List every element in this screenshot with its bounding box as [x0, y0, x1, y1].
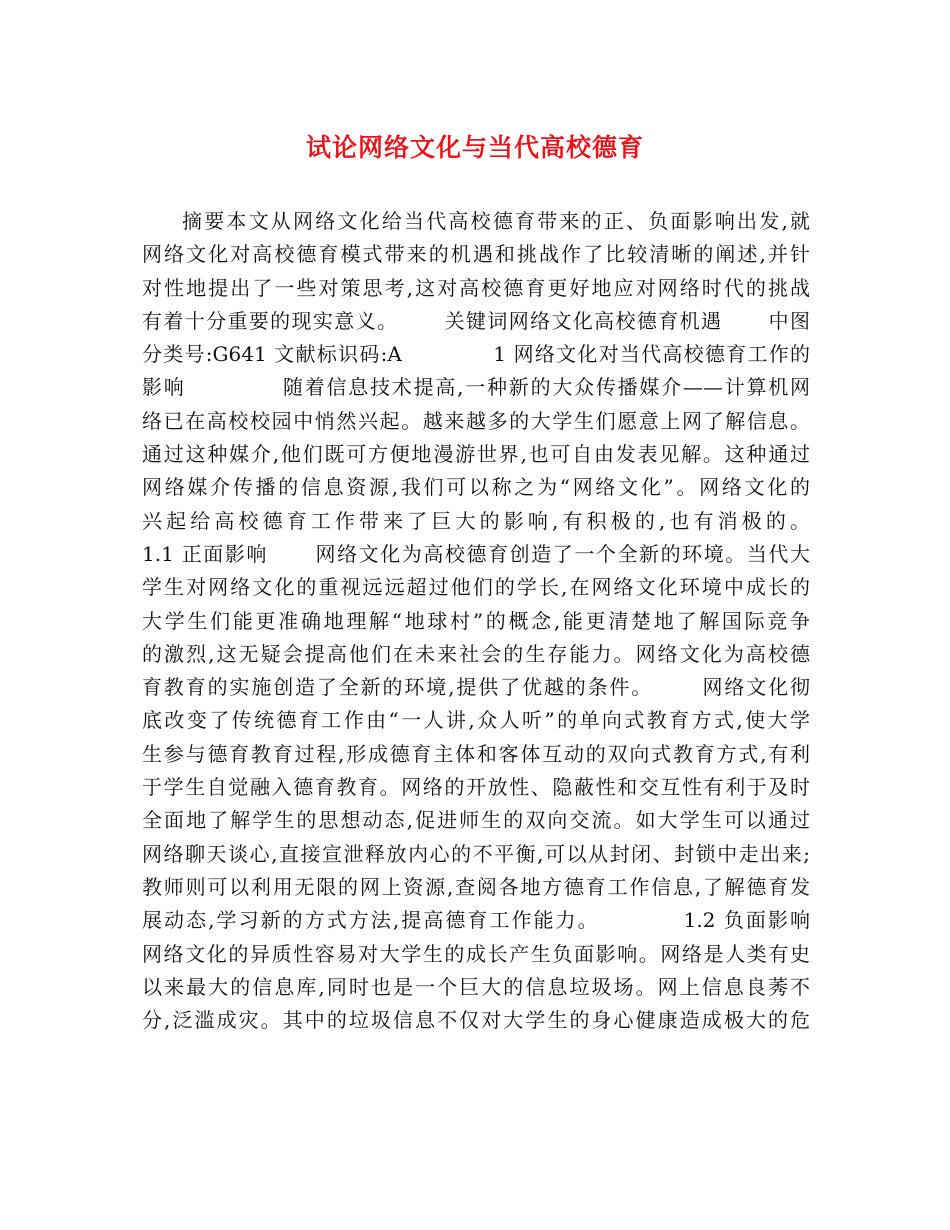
body-line: 全面地了解学生的思想动态,促进师生的双向交流。如大学生可以通过	[142, 808, 810, 833]
body-line: 对性地提出了一些对策思考,这对高校德育更好地应对网络时代的挑战	[142, 275, 810, 300]
body-line: 络已在高校校园中悄然兴起。越来越多的大学生们愿意上网了解信息。	[142, 408, 810, 433]
body-line: 以来最大的信息库,同时也是一个巨大的信息垃圾场。网上信息良莠不	[142, 974, 810, 999]
body-line: 网络文化的异质性容易对大学生的成长产生负面影响。网络是人类有史	[142, 941, 810, 966]
body-line: 的激烈,这无疑会提高他们在未来社会的生存能力。网络文化为高校德	[142, 641, 810, 666]
body-line: 网络聊天谈心,直接宣泄释放内心的不平衡,可以从封闭、封锁中走出来;	[142, 841, 810, 866]
body-line: 底改变了传统德育工作由“一人讲,众人听”的单向式教育方式,使大学	[142, 708, 810, 733]
body-line: 1.1 正面影响 网络文化为高校德育创造了一个全新的环境。当代大	[142, 541, 810, 566]
document-body	[142, 205, 810, 1037]
body-line: 教师则可以利用无限的网上资源,查阅各地方德育工作信息,了解德育发	[142, 874, 810, 899]
document-title: 试论网络文化与当代高校德育	[305, 133, 644, 162]
body-line: 展动态,学习新的方式方法,提高德育工作能力。 1.2 负面影响	[142, 908, 810, 933]
body-line: 大学生们能更准确地理解“地球村”的概念,能更清楚地了解国际竞争	[142, 608, 810, 633]
body-line: 育教育的实施创造了全新的环境,提供了优越的条件。 网络文化彻	[142, 675, 810, 700]
body-line: 生参与德育教育过程,形成德育主体和客体互动的双向式教育方式,有利	[142, 741, 810, 766]
body-line: 学生对网络文化的重视远远超过他们的学长,在网络文化环境中成长的	[142, 575, 810, 600]
body-line: 分类号:G641 文献标识码:A 1 网络文化对当代高校德育工作的	[142, 342, 810, 367]
body-line: 于学生自觉融入德育教育。网络的开放性、隐蔽性和交互性有利于及时	[142, 775, 810, 800]
body-line: 网络媒介传播的信息资源,我们可以称之为“网络文化”。网络文化的	[142, 475, 810, 500]
body-line: 影响 随着信息技术提高,一种新的大众传播媒介——计算机网	[142, 375, 810, 400]
body-line: 通过这种媒介,他们既可方便地漫游世界,也可自由发表见解。这种通过	[142, 442, 810, 467]
body-line: 兴起给高校德育工作带来了巨大的影响,有积极的,也有消极的。	[142, 508, 810, 533]
body-line: 分,泛滥成灾。其中的垃圾信息不仅对大学生的身心健康造成极大的危	[142, 1008, 810, 1033]
body-line: 网络文化对高校德育模式带来的机遇和挑战作了比较清晰的阐述,并针	[142, 242, 810, 267]
body-line: 有着十分重要的现实意义。 关键词网络文化高校德育机遇 中图	[142, 308, 810, 333]
body-line: 摘要本文从网络文化给当代高校德育带来的正、负面影响出发,就	[182, 209, 810, 233]
